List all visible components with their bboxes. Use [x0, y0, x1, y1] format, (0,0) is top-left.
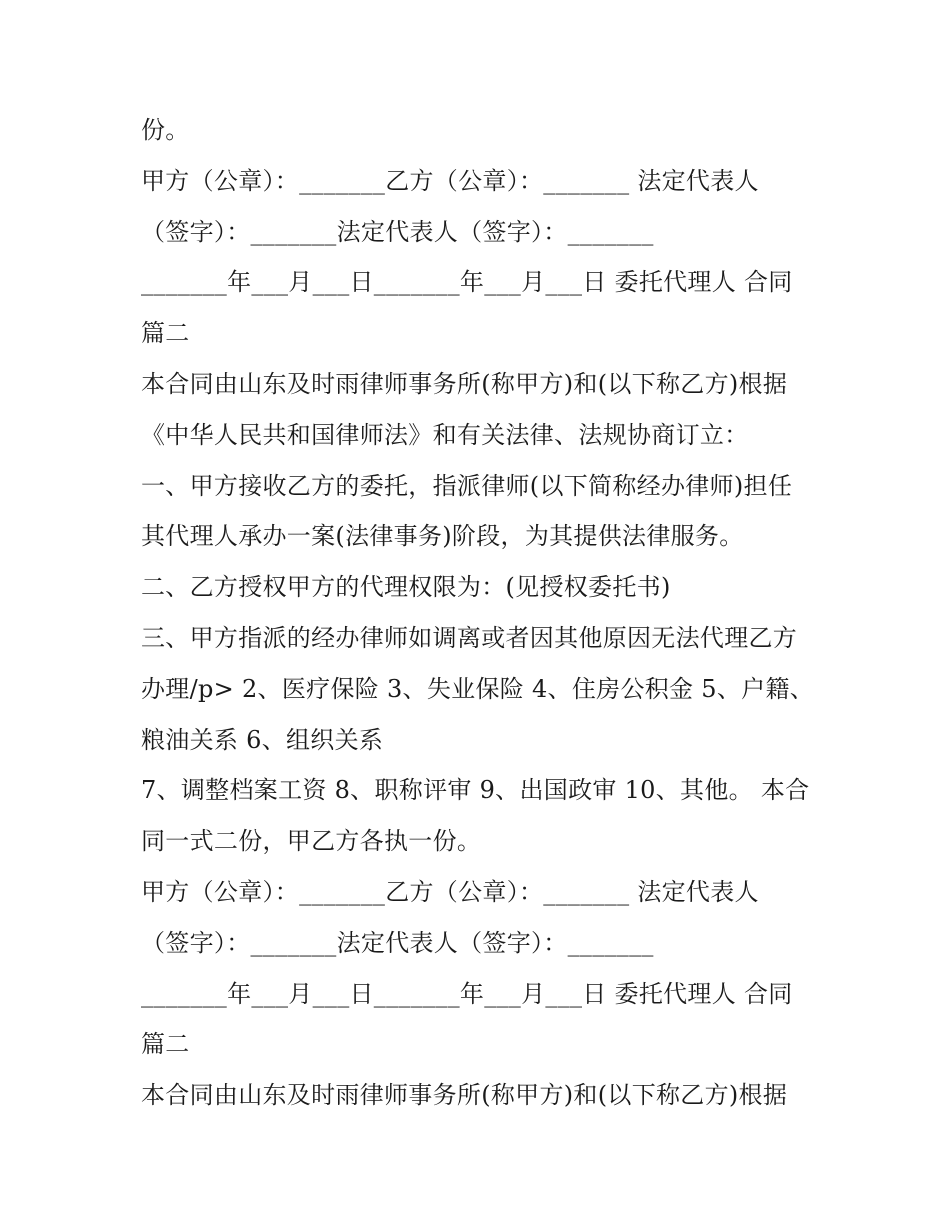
text-line: 《中华人民共和国律师法》和有关法律、法规协商订立： [141, 420, 749, 449]
text-line: 甲方（公章）：_______乙方（公章）：_______ 法定代表人 [141, 166, 759, 195]
text-line: 同一式二份，甲乙方各执一份。 [141, 827, 482, 856]
text-line: 粮油关系 6、组织关系 [141, 725, 384, 754]
text-line: （签字）：_______法定代表人（签字）：_______ [141, 217, 654, 246]
text-line: 一、甲方接收乙方的委托，指派律师(以下简称经办律师)担任 [141, 471, 793, 500]
text-line: （签字）：_______法定代表人（签字）：_______ [141, 928, 654, 957]
text-line: 本合同由山东及时雨律师事务所(称甲方)和(以下称乙方)根据 [141, 369, 788, 398]
text-line: 其代理人承办一案(法律事务)阶段，为其提供法律服务。 [141, 522, 744, 551]
text-line: 甲方（公章）：_______乙方（公章）：_______ 法定代表人 [141, 877, 759, 906]
text-line: 本合同由山东及时雨律师事务所(称甲方)和(以下称乙方)根据 [141, 1081, 788, 1110]
text-line: 二、乙方授权甲方的代理权限为：(见授权委托书) [141, 573, 671, 602]
section-heading: 篇二 [141, 319, 190, 348]
section-heading: 篇二 [141, 1030, 190, 1059]
text-line: 三、甲方指派的经办律师如调离或者因其他原因无法代理乙方 [141, 623, 798, 652]
text-line: 份。 [141, 116, 190, 144]
text-line: _______年___月___日_______年___月___日 委托代理人 合同 [141, 979, 793, 1008]
text-line: 7、调整档案工资 8、职称评审 9、出国政审 10、其他。 本合 [141, 776, 810, 805]
text-line: _______年___月___日_______年___月___日 委托代理人 合同 [141, 268, 793, 297]
contract-text-body [141, 105, 821, 1121]
text-line: 办理/p> 2、医疗保险 3、失业保险 4、住房公积金 5、户籍、 [141, 674, 815, 703]
